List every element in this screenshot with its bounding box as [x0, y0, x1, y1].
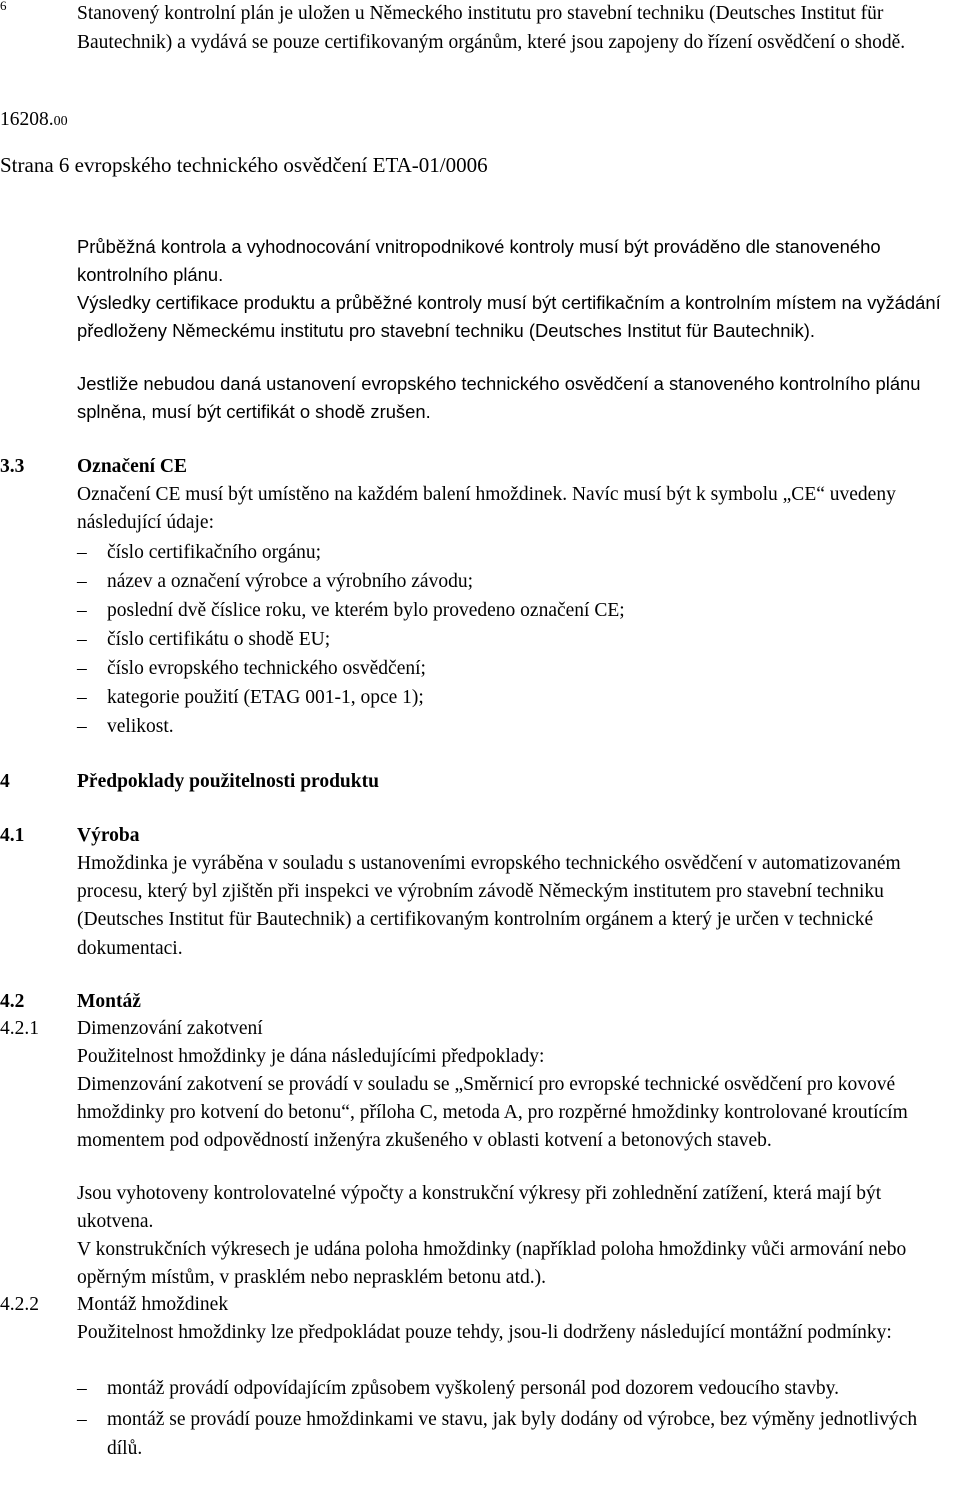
footnote-text: Stanovený kontrolní plán je uložen u Německého institutu pro stavební techniku (Deutsches Institut für Bautechnik) a vydává se pouze certifikovaným orgánům, které jsou zapojeny do řízení osvědčení o shodě. [77, 3, 906, 53]
section-4-2-2-text: Použitelnost hmoždinky lze předpokládat pouze tehdy, jsou-li dodrženy následující montážní podmínky: [77, 1322, 892, 1343]
intro-paragraph-2: Výsledky certifikace produktu a průběžné kontroly musí být certifikačním a kontrolním místem na vyžádání předloženy Německému institutu pro stavební techniku (Deutsches Institut für Bautechnik). [77, 292, 941, 342]
document-code-suffix: 00 [53, 114, 68, 129]
section-4-2-1-paragraph-2: Dimenzování zakotvení se provádí v souladu se „Směrnicí pro evropské technické osvědčení pro kovové hmoždinky pro kotvení do betonu“, příloha C, metoda A, pro rozpěrné hmoždinky kontrolované kroutícím momentem pod odpovědností inženýra zkušeného v oblasti kotvení a betonových staveb. [77, 1074, 908, 1152]
list-item-text: kategorie použití (ETAG 001-1, opce 1); [107, 687, 424, 708]
ce-marking-list [77, 538, 959, 741]
list-item [77, 1406, 957, 1463]
section-3-3-text: Označení CE musí být umístěno na každém balení hmoždinek. Navíc musí být k symbolu „CE“ uvedeny následující údaje: [77, 484, 896, 534]
intro-paragraph-1: Průběžná kontrola a vyhodnocování vnitropodnikové kontroly musí být prováděno dle stanoveného kontrolního plánu. [77, 236, 881, 286]
section-3-3-title: Označení CE [77, 456, 187, 477]
list-item [77, 567, 959, 596]
list-item [77, 625, 959, 654]
section-3-3-number: 3.3 [0, 456, 25, 477]
list-item-text: velikost. [107, 716, 174, 737]
dash-bullet: – [77, 687, 87, 708]
section-4-2-1-paragraph-1: Použitelnost hmoždinky je dána následujícími předpoklady: [77, 1046, 545, 1067]
section-4-2-1-number: 4.2.1 [0, 1018, 39, 1039]
page-header: Strana 6 evropského technického osvědčení ETA-01/0006 [0, 153, 488, 177]
section-4-number: 4 [0, 771, 10, 792]
dash-bullet: – [77, 542, 87, 563]
list-item-text: montáž se provádí pouze hmoždinkami ve stavu, jak byly dodány od výrobce, bez výměny jednotlivých dílů. [107, 1409, 918, 1459]
dash-bullet: – [77, 629, 87, 650]
section-4-1-number: 4.1 [0, 825, 25, 846]
list-item-text: montáž provádí odpovídajícím způsobem vyškolený personál pod dozorem vedoucího stavby. [107, 1378, 839, 1399]
list-item [77, 654, 959, 683]
section-4-2-number: 4.2 [0, 991, 25, 1012]
list-item [77, 712, 959, 741]
list-item [77, 538, 959, 567]
section-4-2-1-paragraph-4: V konstrukčních výkresech je udána poloha hmoždinky (například poloha hmoždinky vůči armování nebo opěrným místům, v prasklém nebo neprasklém betonu atd.). [77, 1239, 907, 1289]
list-item-text: číslo certifikačního orgánu; [107, 542, 322, 563]
section-4-2-1-paragraph-3: Jsou vyhotoveny kontrolovatelné výpočty a konstrukční výkresy při zohlednění zatížení, která mají být ukotvena. [77, 1183, 882, 1233]
list-item [77, 1375, 957, 1403]
list-item-text: číslo evropského technického osvědčení; [107, 658, 426, 679]
section-4-1-title: Výroba [77, 825, 140, 846]
section-4-2-1-title: Dimenzování zakotvení [77, 1018, 263, 1039]
dash-bullet: – [77, 571, 87, 592]
dash-bullet: – [77, 716, 87, 737]
section-4-1-text: Hmoždinka je vyráběna v souladu s ustanoveními evropského technického osvědčení v automatizovaném procesu, který byl zjištěn při inspekci ve výrobním závodě Německým institutem pro stavební techniku (Deutsches Institut für Bautechnik) a certifikovaným kontrolním orgánem a který je určen v technické dokumentaci. [77, 853, 901, 959]
installation-conditions-list [77, 1375, 959, 1463]
section-4-2-title: Montáž [77, 991, 141, 1012]
dash-bullet: – [77, 600, 87, 621]
dash-bullet: – [77, 1409, 87, 1431]
section-4-2-2-number: 4.2.2 [0, 1294, 39, 1315]
section-4-title: Předpoklady použitelnosti produktu [77, 771, 379, 792]
list-item [77, 683, 959, 712]
list-item-text: číslo certifikátu o shodě EU; [107, 629, 331, 650]
list-item-text: název a označení výrobce a výrobního závodu; [107, 571, 474, 592]
footnote-marker: 6 [0, 0, 7, 13]
dash-bullet: – [77, 1378, 87, 1399]
list-item [77, 596, 959, 625]
intro-paragraph-3: Jestliže nebudou daná ustanovení evropského technického osvědčení a stanoveného kontrolního plánu splněna, musí být certifikát o shodě zrušen. [77, 373, 921, 423]
dash-bullet: – [77, 658, 87, 679]
document-code-main: 16208. [0, 109, 54, 130]
list-item-text: poslední dvě číslice roku, ve kterém bylo provedeno označení CE; [107, 600, 625, 621]
section-4-2-2-title: Montáž hmoždinek [77, 1294, 229, 1315]
document-code [0, 106, 68, 136]
